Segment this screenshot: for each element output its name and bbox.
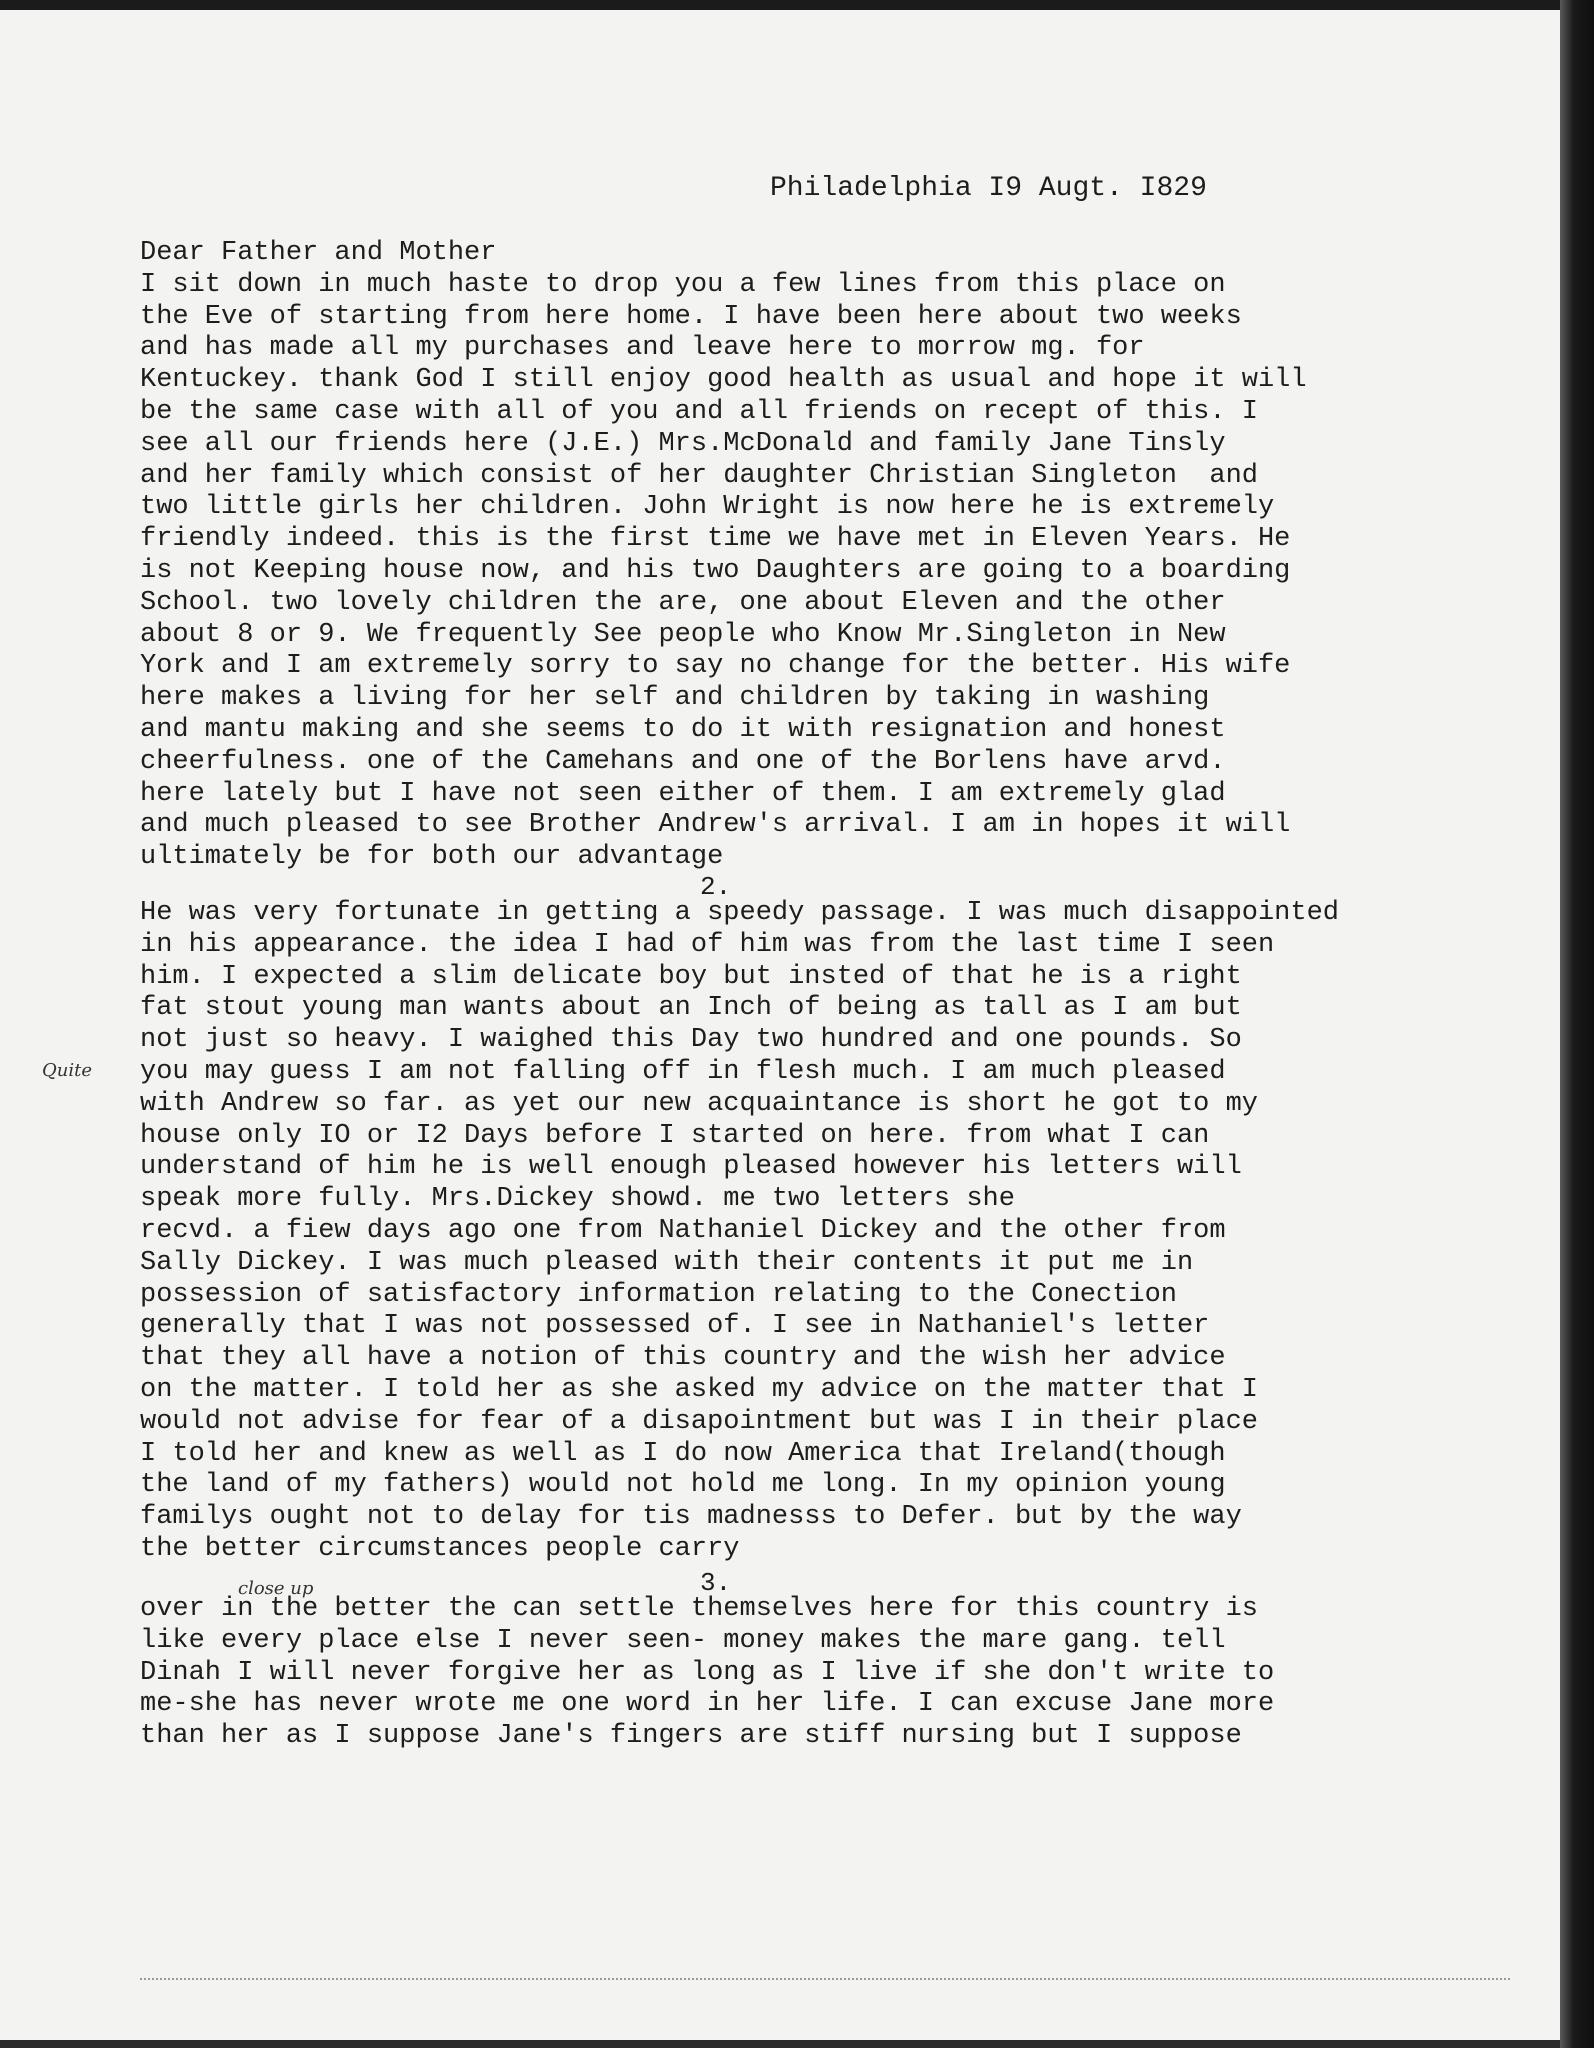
letter-dateline: Philadelphia I9 Augt. I829 bbox=[770, 173, 1207, 204]
letter-line: and her family which consist of her daughter Christian Singleton and bbox=[140, 460, 1258, 491]
letter-line: that they all have a notion of this country and the wish her advice bbox=[140, 1343, 1226, 1374]
letter-line: fat stout young man wants about an Inch of being as tall as I am but bbox=[140, 993, 1242, 1024]
letter-line: Dinah I will never forgive her as long as I live if she don't write to bbox=[140, 1657, 1275, 1688]
letter-line: understand of him he is well enough pleased however his letters will bbox=[140, 1152, 1242, 1183]
letter-line: ultimately be for both our advantage bbox=[140, 842, 724, 873]
letter-line: speak more fully. Mrs.Dickey showd. me two letters she bbox=[140, 1184, 1015, 1215]
letter-line: would not advise for fear of a disapointment but was I in their place bbox=[140, 1406, 1258, 1437]
letter-line: friendly indeed. this is the first time we have met in Eleven Years. He bbox=[140, 524, 1291, 555]
letter-line: here makes a living for her self and children by taking in washing bbox=[140, 683, 1210, 714]
letter-line: York and I am extremely sorry to say no change for the better. His wife bbox=[140, 651, 1291, 682]
letter-line: and has made all my purchases and leave here to morrow mg. for bbox=[140, 333, 1145, 364]
scan-edge bbox=[1560, 0, 1594, 2048]
letter-line: the Eve of starting from here home. I have been here about two weeks bbox=[140, 301, 1242, 332]
letter-line: on the matter. I told her as she asked my advice on the matter that I bbox=[140, 1374, 1258, 1405]
letter-line: and much pleased to see Brother Andrew's arrival. I am in hopes it will bbox=[140, 810, 1291, 841]
letter-line: you may guess I am not falling off in flesh much. I am much pleased bbox=[140, 1056, 1226, 1087]
letter-line: than her as I suppose Jane's fingers are stiff nursing but I suppose bbox=[140, 1721, 1242, 1752]
letter-body-page-2 bbox=[140, 898, 1500, 1566]
letter-body-page-3 bbox=[140, 1594, 1500, 1753]
letter-line: Kentuckey. thank God I still enjoy good health as usual and hope it will bbox=[140, 365, 1307, 396]
letter-line: not just so heavy. I waighed this Day two hundred and one pounds. So bbox=[140, 1025, 1242, 1056]
letter-line: house only IO or I2 Days before I started on here. from what I can bbox=[140, 1120, 1210, 1151]
letter-line: two little girls her children. John Wright is now here he is extremely bbox=[140, 492, 1275, 523]
letter-line: over in the better the can settle themselves here for this country is bbox=[140, 1594, 1258, 1624]
letter-line: recvd. a fiew days ago one from Nathaniel Dickey and the other from bbox=[140, 1215, 1226, 1246]
letter-line: is not Keeping house now, and his two Daughters are going to a boarding bbox=[140, 555, 1291, 586]
margin-note-quite: Quite bbox=[42, 1060, 92, 1081]
letter-line: He was very fortunate in getting a speedy passage. I was much disappointed bbox=[140, 898, 1339, 928]
letter-line: the better circumstances people carry bbox=[140, 1533, 740, 1564]
letter-line: about 8 or 9. We frequently See people who Know Mr.Singleton in New bbox=[140, 619, 1226, 650]
letter-line: I sit down in much haste to drop you a few lines from this place on bbox=[140, 269, 1226, 300]
page-marker-2: 2. bbox=[700, 872, 732, 902]
letter-line: cheerfulness. one of the Camehans and one of the Borlens have arvd. bbox=[140, 746, 1226, 777]
letter-line: possession of satisfactory information relating to the Conection bbox=[140, 1279, 1177, 1310]
letter-line: here lately but I have not seen either of them. I am extremely glad bbox=[140, 778, 1226, 809]
letter-line: I told her and knew as well as I do now America that Ireland(though bbox=[140, 1438, 1226, 1469]
letter-line: him. I expected a slim delicate boy but insted of that he is a right bbox=[140, 961, 1242, 992]
letter-line: with Andrew so far. as yet our new acquaintance is short he got to my bbox=[140, 1088, 1258, 1119]
letter-line: familys ought not to delay for tis madnesss to Defer. but by the way bbox=[140, 1502, 1242, 1533]
letter-body-page-1 bbox=[140, 238, 1500, 874]
letter-line: in his appearance. the idea I had of him was from the last time I seen bbox=[140, 929, 1275, 960]
page-bottom-edge bbox=[140, 1978, 1510, 1980]
letter-line: School. two lovely children the are, one about Eleven and the other bbox=[140, 587, 1226, 618]
letter-line: me-she has never wrote me one word in her life. I can excuse Jane more bbox=[140, 1689, 1275, 1720]
letter-line: see all our friends here (J.E.) Mrs.McDonald and family Jane Tinsly bbox=[140, 428, 1226, 459]
letter-line: be the same case with all of you and all friends on recept of this. I bbox=[140, 396, 1258, 427]
letter-line: like every place else I never seen- money makes the mare gang. tell bbox=[140, 1625, 1226, 1656]
letter-line: the land of my fathers) would not hold me long. In my opinion young bbox=[140, 1470, 1226, 1501]
margin-note-close-up: close up bbox=[238, 1578, 314, 1599]
letter-line: Sally Dickey. I was much pleased with their contents it put me in bbox=[140, 1247, 1194, 1278]
letter-line: and mantu making and she seems to do it with resignation and honest bbox=[140, 714, 1226, 745]
page-marker-3: 3. bbox=[700, 1568, 732, 1598]
letter-line: Dear Father and Mother bbox=[140, 238, 497, 268]
letter-line: generally that I was not possessed of. I see in Nathaniel's letter bbox=[140, 1311, 1210, 1342]
